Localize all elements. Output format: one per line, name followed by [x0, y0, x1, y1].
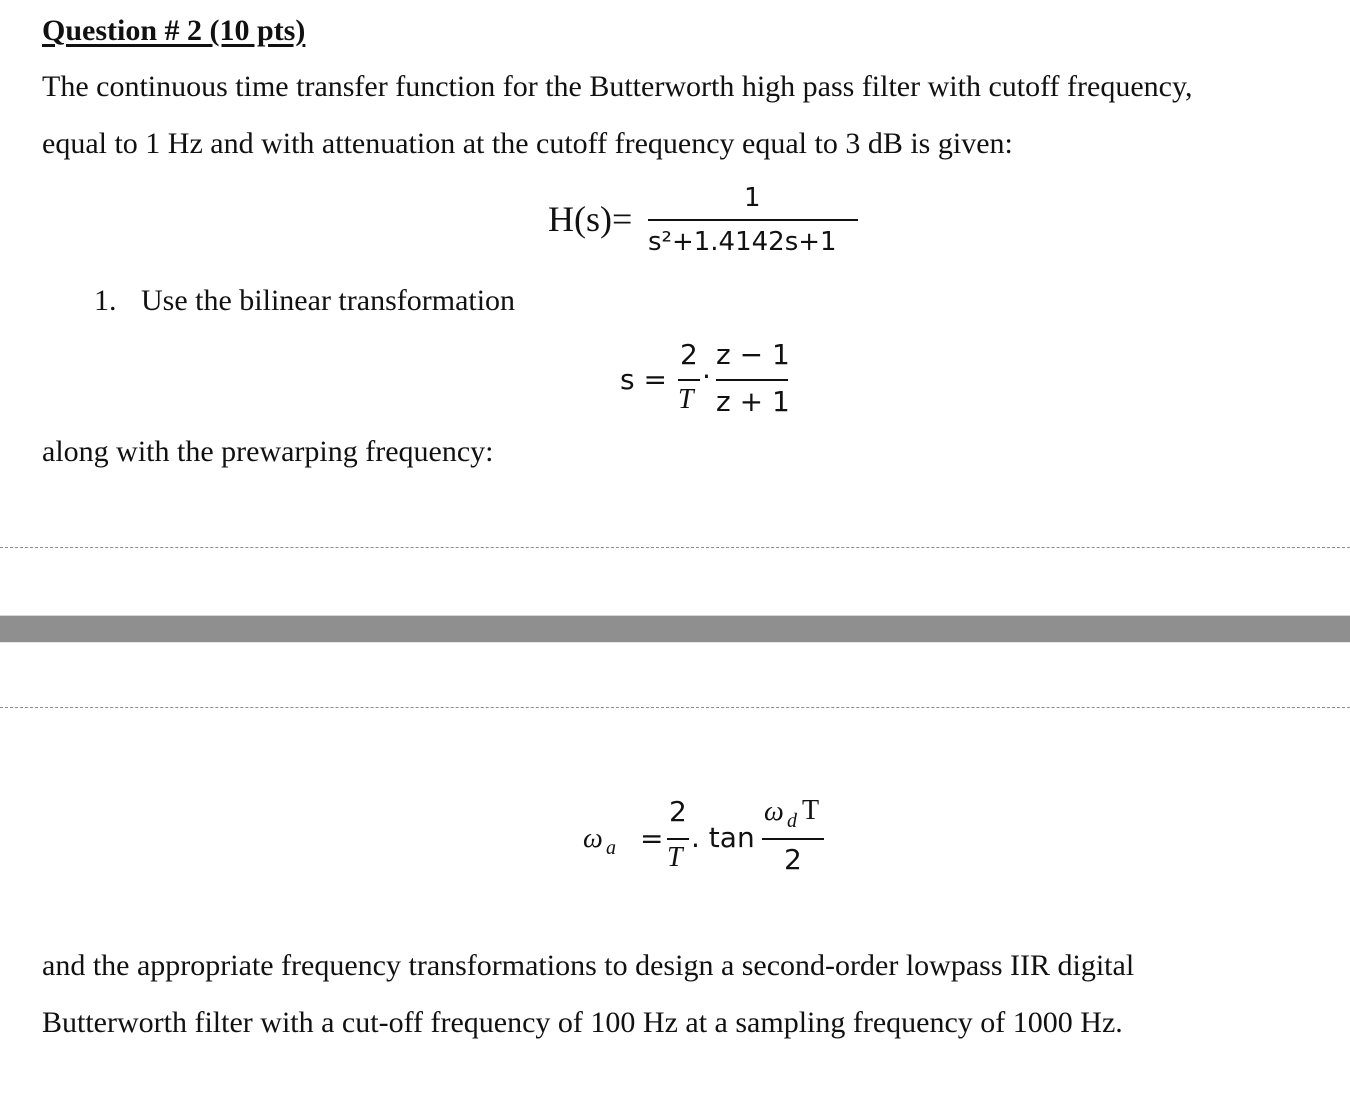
- prewarp-num-left: 2: [669, 795, 687, 828]
- conclusion-line-1: and the appropriate frequency transformations to design a second-order lowpass IIR digital: [42, 949, 1135, 982]
- bilinear-num-left: 2: [680, 338, 698, 371]
- bilinear-fraction-bar-right: [716, 379, 788, 381]
- bilinear-num-right: z − 1: [716, 338, 790, 371]
- page-break-band: [0, 615, 1350, 643]
- prewarp-fraction-bar-right: [762, 838, 824, 840]
- bilinear-den-left: T: [678, 384, 694, 415]
- transfer-function-fraction-bar: [648, 219, 858, 221]
- bilinear-den-right: z + 1: [716, 385, 790, 418]
- prewarp-lhs-symbol: ω: [583, 823, 603, 854]
- prewarp-num-right-symbol: ω: [764, 796, 784, 827]
- bilinear-dot: ·: [702, 360, 711, 393]
- transfer-function-denominator: s²+1.4142s+1: [648, 227, 837, 257]
- prewarp-label: along with the prewarping frequency:: [42, 435, 494, 468]
- step-1-number: 1.: [94, 284, 117, 317]
- prewarp-tan: . tan: [691, 821, 755, 854]
- page-break-dashed-line-bottom: [0, 707, 1350, 708]
- conclusion-line-2: Butterworth filter with a cut-off frequency of 100 Hz at a sampling frequency of 1000 Hz.: [42, 1006, 1123, 1039]
- prewarp-den-left: T: [667, 842, 683, 873]
- bilinear-lhs: s =: [620, 363, 667, 396]
- prewarp-num-right-sub: d: [787, 810, 797, 832]
- prewarp-equals: =: [640, 822, 664, 855]
- bilinear-fraction-bar-left: [678, 379, 700, 381]
- question-title: Question # 2 (10 pts): [42, 14, 306, 47]
- transfer-function-lhs: H(s)=: [548, 199, 633, 239]
- intro-line-1: The continuous time transfer function for the Butterworth high pass filter with cutoff frequency,: [42, 70, 1193, 103]
- page-break-dashed-line-top: [0, 547, 1350, 548]
- prewarp-lhs-sub: a: [606, 837, 616, 859]
- prewarp-fraction-bar-left: [667, 838, 689, 840]
- transfer-function-numerator: 1: [744, 183, 761, 213]
- step-1-text: Use the bilinear transformation: [141, 284, 516, 317]
- intro-line-2: equal to 1 Hz and with attenuation at the cutoff frequency equal to 3 dB is given:: [42, 127, 1013, 160]
- prewarp-den-right: 2: [784, 843, 802, 876]
- prewarp-num-right-tail: T: [802, 795, 820, 826]
